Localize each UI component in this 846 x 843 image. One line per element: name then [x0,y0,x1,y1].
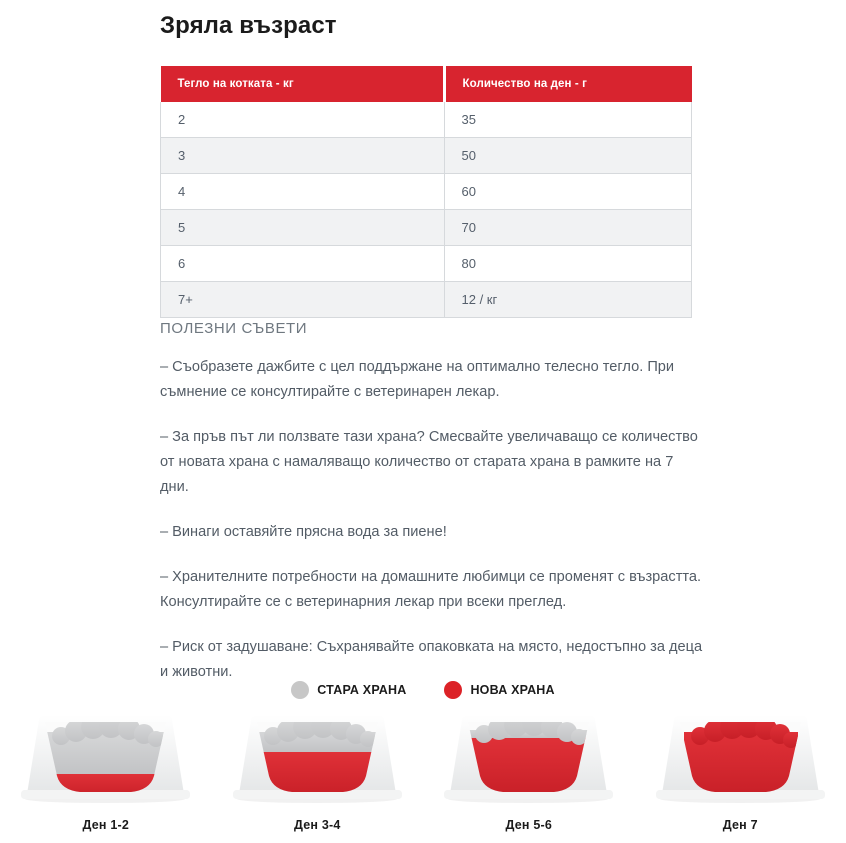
tip-item: – Съобразете дажбите с цел поддържане на оптимално телесно тегло. При съмнение се консултирайте с ветеринарен лекар. [160,359,675,400]
bowl-day-label: Ден 7 [722,818,758,832]
cell-weight: 7+ [161,282,445,318]
table-row [161,282,692,318]
table-row [161,210,692,246]
bowl-illustration [436,706,621,806]
bowl-cell [640,706,840,832]
legend-label-old-food: СТАРА ХРАНА [317,683,407,697]
cell-amount: 70 [444,210,692,246]
tips-section [160,320,705,685]
circle-icon [291,681,309,699]
cell-weight: 4 [161,174,445,210]
tip-item: – Риск от задушаване: Съхранявайте опаковката на място, недостъпно за деца и животни. [160,639,703,680]
tip-item: – Винаги оставяйте прясна вода за пиене! [160,524,447,540]
legend-item-new-food [444,681,554,699]
table-header-row [161,66,692,102]
cell-amount: 80 [444,246,692,282]
transition-bowls [0,706,846,832]
circle-icon [444,681,462,699]
table-body [161,102,692,318]
bowl-day-label: Ден 1-2 [82,818,129,832]
legend-item-old-food [291,681,406,699]
cell-amount: 60 [444,174,692,210]
column-header-amount: Количество на ден - г [444,66,692,102]
cell-weight: 6 [161,246,445,282]
bowl-cell [429,706,629,832]
table-row [161,174,692,210]
bowl-day-label: Ден 3-4 [294,818,341,832]
tip-item: – Хранителните потребности на домашните любимци се променят с възрастта. Консултирайте се с ветеринарния лекар при всеки преглед. [160,569,702,610]
tips-heading: ПОЛЕЗНИ СЪВЕТИ [160,320,308,337]
cell-amount: 12 / кг [444,282,692,318]
cell-amount: 35 [444,102,692,138]
table-header [161,66,692,102]
food-legend [0,681,846,699]
bowl-illustration [648,706,833,806]
feeding-table [160,66,692,318]
cell-weight: 5 [161,210,445,246]
bowl-cell [6,706,206,832]
table-row [161,138,692,174]
legend-label-new-food: НОВА ХРАНА [470,683,555,697]
tip-item: – За пръв път ли ползвате тази храна? Смесвайте увеличаващо се количество от новата храна с намаляващо количество от старата храна в рамките на 7 дни. [160,429,698,495]
bowl-illustration [225,706,410,806]
table-row [161,102,692,138]
bowl-day-label: Ден 5-6 [505,818,552,832]
cell-weight: 3 [161,138,445,174]
feeding-table-container [160,66,692,318]
cell-amount: 50 [444,138,692,174]
bowl-illustration [13,706,198,806]
cell-weight: 2 [161,102,445,138]
bowl-cell [217,706,417,832]
column-header-weight: Тегло на котката - кг [161,66,445,102]
table-row [161,246,692,282]
page-title: Зряла възраст [160,12,337,39]
